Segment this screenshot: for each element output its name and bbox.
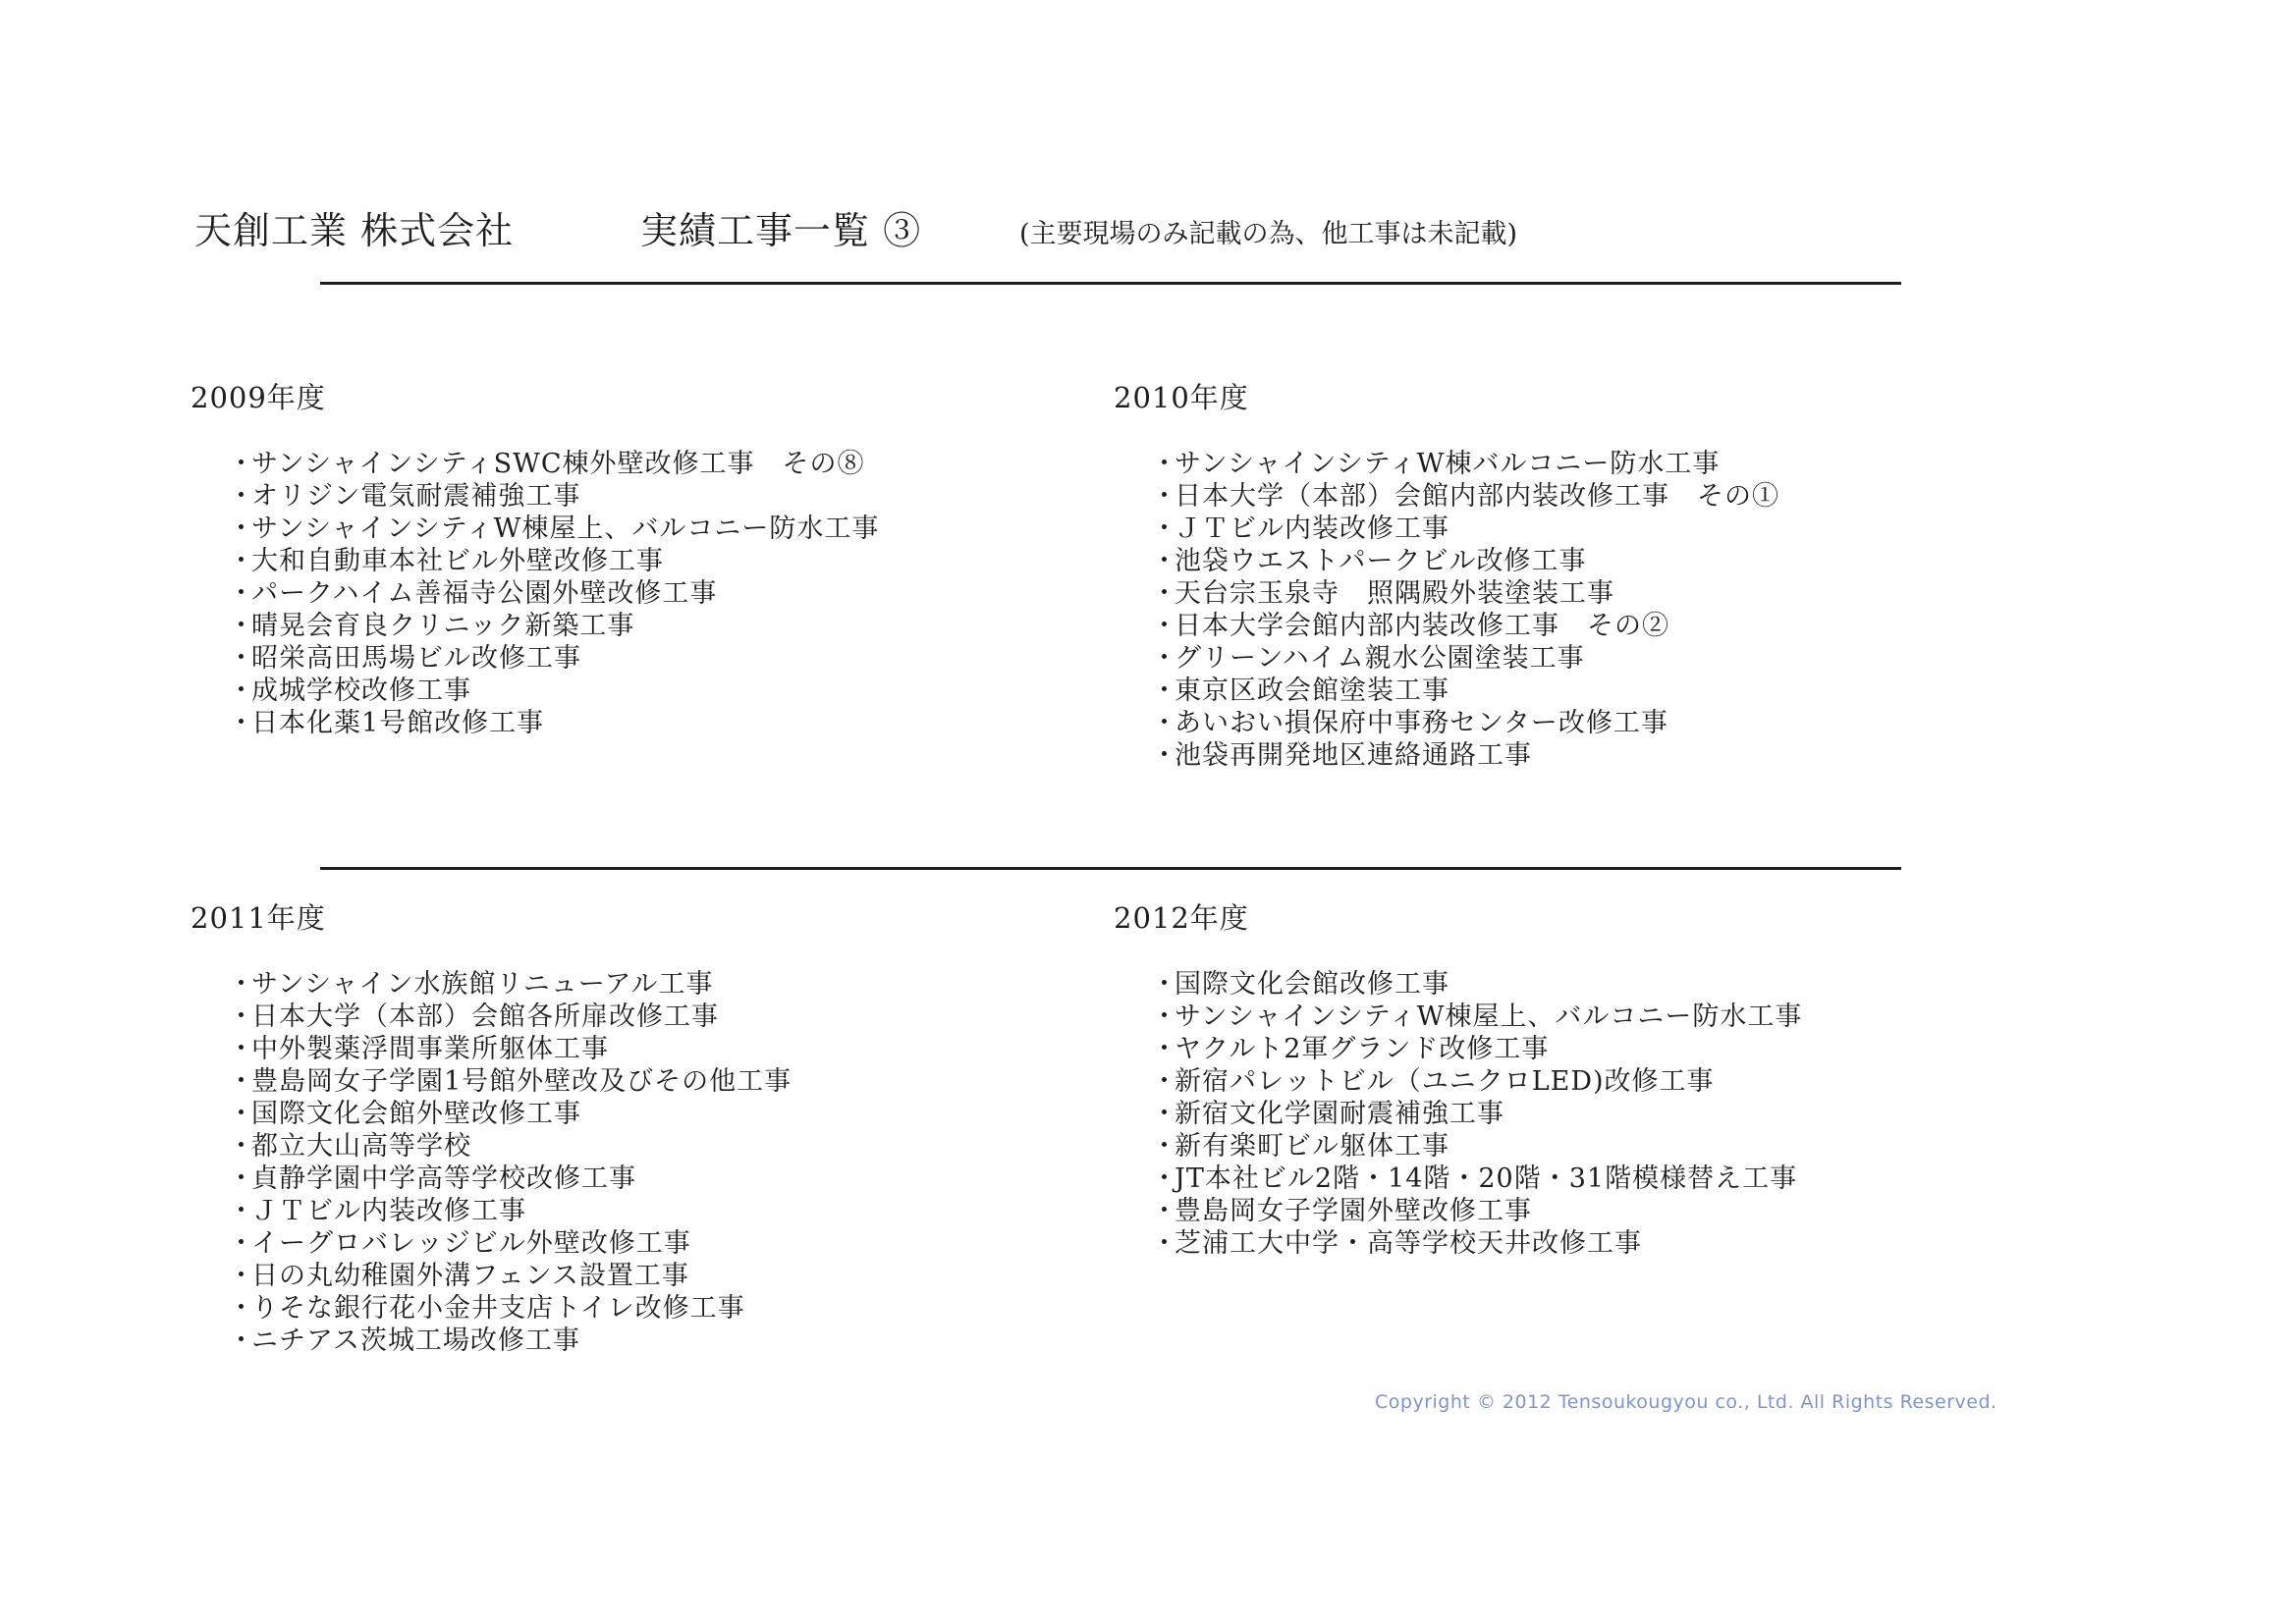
- list-item: ・ 貞静学園中学高等学校改修工事: [228, 1163, 792, 1195]
- section-2010: [1114, 378, 1997, 771]
- list-item: ・ サンシャインシティW棟屋上、バルコニー防水工事: [1151, 1001, 1802, 1033]
- list-item: ・ 新宿文化学園耐震補強工事: [1151, 1098, 1802, 1130]
- list-item: ・ 大和自動車本社ビル外壁改修工事: [228, 545, 879, 577]
- section-year-2011: 2011年度: [191, 901, 326, 935]
- list-item: ・ 都立大山高等学校: [228, 1130, 792, 1163]
- header-divider: [320, 282, 1901, 285]
- header-note: (主要現場のみ記載の為、他工事は未記載): [1019, 219, 1518, 249]
- list-item: ・ 国際文化会館改修工事: [1151, 968, 1802, 1001]
- page-title: 実績工事一覧 ③: [640, 209, 922, 252]
- list-item: ・ オリジン電気耐震補強工事: [228, 480, 879, 513]
- section-2009: [191, 378, 1074, 738]
- list-item: ・ グリーンハイム親水公園塗装工事: [1151, 642, 1779, 675]
- list-item: ・ 東京区政会館塗装工事: [1151, 675, 1779, 707]
- list-item: ・ 晴晃会育良クリニック新築工事: [228, 610, 879, 642]
- list-item: ・ 日本大学（本部）会館内部内装改修工事 その①: [1151, 480, 1779, 513]
- list-item: ・ 中外製薬浮間事業所躯体工事: [228, 1033, 792, 1065]
- section-2012: [1114, 898, 1997, 1259]
- company-name: 天創工業 株式会社: [194, 209, 515, 252]
- section-2011: [191, 898, 1074, 1356]
- section-divider: [320, 867, 1901, 870]
- page-header: [194, 200, 1962, 259]
- list-item: ・ 昭栄高田馬場ビル改修工事: [228, 642, 879, 675]
- list-item: ・ あいおい損保府中事務センター改修工事: [1151, 707, 1779, 739]
- project-list-2011: [228, 968, 792, 1357]
- list-item: ・ 池袋再開発地区連絡通路工事: [1151, 739, 1779, 772]
- list-item: ・ サンシャインシティW棟バルコニー防水工事: [1151, 448, 1779, 480]
- project-list-2010: [1151, 448, 1779, 772]
- section-year-2012: 2012年度: [1114, 901, 1249, 935]
- list-item: ・ ニチアス茨城工場改修工事: [228, 1325, 792, 1357]
- list-item: ・ 芝浦工大中学・高等学校天井改修工事: [1151, 1227, 1802, 1260]
- list-item: ・ 天台宗玉泉寺 照隅殿外装塗装工事: [1151, 577, 1779, 610]
- copyright-text: Copyright © 2012 Tensoukougyou co., Ltd. All Rights Reserved.: [1375, 1391, 1997, 1413]
- list-item: ・ 新有楽町ビル躯体工事: [1151, 1130, 1802, 1163]
- list-item: ・ 池袋ウエストパークビル改修工事: [1151, 545, 1779, 577]
- list-item: ・ 日本化薬1号館改修工事: [228, 707, 879, 739]
- list-item: ・ 日の丸幼稚園外溝フェンス設置工事: [228, 1260, 792, 1292]
- list-item: ・ サンシャイン水族館リニューアル工事: [228, 968, 792, 1001]
- list-item: ・ 日本大学会館内部内装改修工事 その②: [1151, 610, 1779, 642]
- list-item: ・ 新宿パレットビル（ユニクロLED)改修工事: [1151, 1065, 1802, 1098]
- list-item: ・ ヤクルト2軍グランド改修工事: [1151, 1033, 1802, 1065]
- list-item: ・ サンシャインシティW棟屋上、バルコニー防水工事: [228, 513, 879, 545]
- list-item: ・ 国際文化会館外壁改修工事: [228, 1098, 792, 1130]
- list-item: ・ サンシャインシティSWC棟外壁改修工事 その⑧: [228, 448, 879, 480]
- list-item: ・ ＪＴビル内装改修工事: [1151, 513, 1779, 545]
- list-item: ・ 日本大学（本部）会館各所扉改修工事: [228, 1001, 792, 1033]
- project-list-2012: [1151, 968, 1802, 1260]
- list-item: ・ 豊島岡女子学園1号館外壁改及びその他工事: [228, 1065, 792, 1098]
- section-year-2010: 2010年度: [1114, 381, 1249, 414]
- list-item: ・ イーグロバレッジビル外壁改修工事: [228, 1227, 792, 1260]
- project-list-2009: [228, 448, 879, 739]
- list-item: ・ 豊島岡女子学園外壁改修工事: [1151, 1195, 1802, 1227]
- section-year-2009: 2009年度: [191, 381, 326, 414]
- list-item: ・ りそな銀行花小金井支店トイレ改修工事: [228, 1292, 792, 1325]
- list-item: ・ JT本社ビル2階・14階・20階・31階模様替え工事: [1151, 1163, 1802, 1195]
- list-item: ・ ＪＴビル内装改修工事: [228, 1195, 792, 1227]
- list-item: ・ 成城学校改修工事: [228, 675, 879, 707]
- list-item: ・ パークハイム善福寺公園外壁改修工事: [228, 577, 879, 610]
